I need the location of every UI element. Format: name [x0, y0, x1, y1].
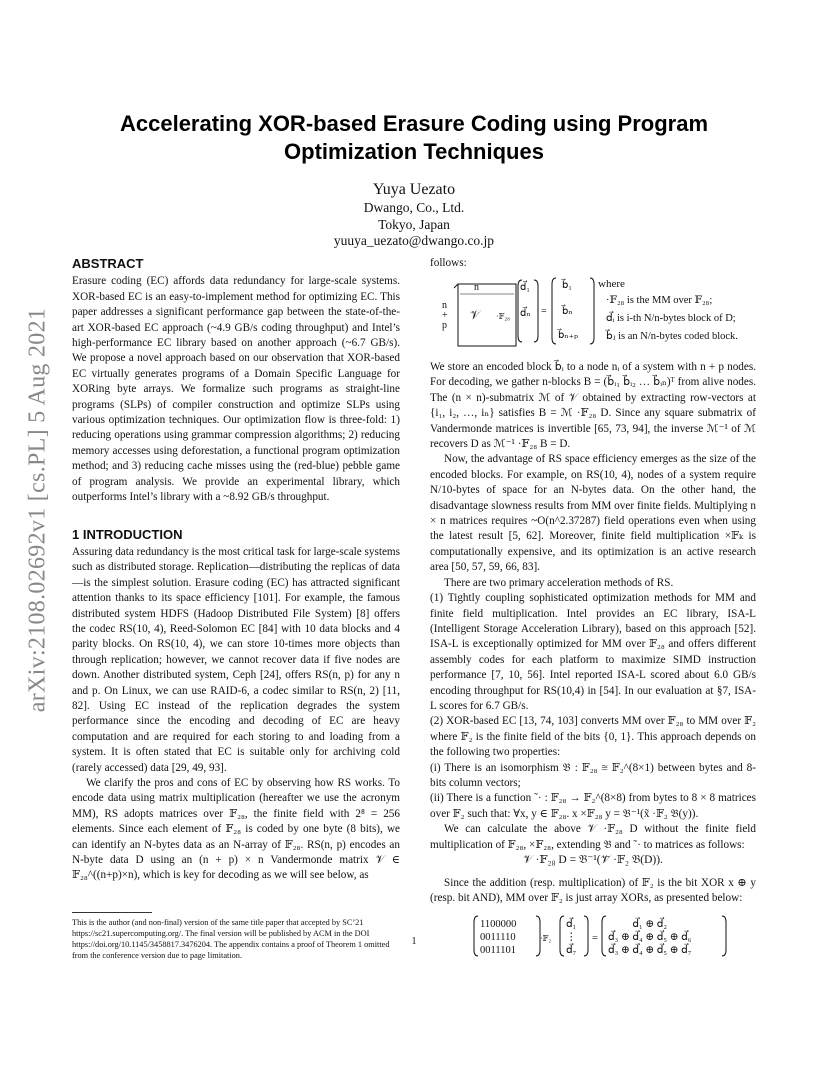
author-block	[72, 180, 756, 250]
right-paragraph-8: We can calculate the above 𝒱 ·𝔽₂₈ D without the finite field multiplication of 𝔽₂₈, ×𝔽₂₈, extending 𝔅 and ˜· to matrices as follows:	[430, 823, 756, 851]
footnote-rule	[72, 912, 152, 913]
data-vector	[566, 918, 577, 957]
equation-1: 𝒱 ·𝔽₂₈ D = 𝔅⁻¹(𝒱̃ ·𝔽₂ 𝔅(D)).	[523, 854, 663, 866]
page-number: 1	[411, 936, 417, 947]
bit-matrix-row: 0011110	[480, 932, 516, 943]
bit-matrix	[480, 918, 516, 957]
abstract-text: Erasure coding (EC) affords data redundancy for large-scale systems. XOR-based EC is an easy-to-implement method for optimizing EC. This paper addresses a significant performance gap between the state-of-the-art XOR-based EC approach (~4.9 GB/s coding throughput) and Intel’s high-performance EC library based on another approach (~6.7 GB/s). We propose a novel approach based on our observation that XOR-based EC virtually generates programs of a Domain Specific Language for XORing byte arrays. We formalize such programs as straight-line programs (SLPs) of compiler construction and optimize SLPs using various optimization techniques. Our optimization flow is three-fold: 1) reducing operations using grammar compression algorithms; 2) reducing memory accesses using deforestation, a functional program optimization method; and 3) reducing cache misses using the (red-blue) pebble game of program analysis. We provide an experimental library, which outperforms Intel’s library with a ~8.92 GB/s throughput.	[72, 275, 400, 504]
right-paragraph-2: Now, the advantage of RS space efficiency emerges as the size of the encoded blocks. For example, on RS(10, 4), nodes of a system require N/10-bytes of space for an N-bytes data. On the other hand, the disadvantage slowness results from MM over finite fields. Multiplying n × n matrices requires ~O(n^2.37287) field operations even when using the latest result [5, 62]. Moreover, finite field multiplication ×𝔽ₖ is computationally expensive, and its optimization is an active research area [50, 57, 59, 66, 83].	[430, 453, 756, 574]
fig-bnp: b⃗ₙ₊ₚ	[558, 330, 578, 341]
data-vector-entry: ⋮	[566, 932, 577, 943]
right-paragraph-9-wrap	[430, 876, 756, 907]
left-column	[72, 256, 400, 884]
fig-dn: d⃗ₙ	[520, 308, 531, 319]
fig-b1: b⃗₁	[562, 280, 572, 291]
intro-paragraph-2: We clarify the pros and cons of EC by observing how RS works. To encode data using matrix multiplication (hereafter we use the acronym MM), RS adopts matrices over 𝔽₂₈, the finite field with 2⁸ = 256 elements. Since each element of 𝔽₂₈ is coded by one byte (8 bits), we can identify an N-bytes data as an N-array of 𝔽₂₈. RS(n, p) encodes an N-byte data D using an (n + p) × n Vandermonde matrix 𝒱 ∈ 𝔽₂₈^((n+p)×n), which is key for decoding as we will see below, as	[72, 777, 400, 882]
vector-b-bracket-right	[590, 278, 594, 344]
matrix-corner-line	[454, 284, 458, 288]
fig-V: 𝒱	[470, 308, 480, 322]
arxiv-id-text: arXiv:2108.02692v1 [cs.PL] 5 Aug 2021	[24, 307, 51, 713]
fig-n-side: n	[442, 300, 447, 311]
fig-p: p	[442, 320, 447, 331]
where-label: where	[598, 278, 625, 290]
author-name: Yuya Uezato	[372, 181, 456, 198]
xor-result-entry: d⃗₁ ⊕ d⃗₂	[632, 919, 668, 930]
right-paragraph-3: There are two primary acceleration methods of RS.	[444, 576, 674, 589]
fig-n-top: n	[474, 282, 479, 293]
author-email: yuuya_uezato@dwango.co.jp	[333, 233, 495, 248]
where-line-1: ·𝔽₂₈ is the MM over 𝔽₂₈;	[606, 295, 713, 306]
data-vector-entry: d⃗₇	[566, 945, 577, 956]
matrix-eq: =	[592, 933, 598, 944]
author-affiliation: Dwango, Co., Ltd.	[363, 200, 465, 215]
right-paragraph-5: (2) XOR-based EC [13, 74, 103] converts MM over 𝔽₂₈ to MM over 𝔽₂ where 𝔽₂ is the finite field of the bits {0, 1}. This approach depends on the following two properties:	[430, 715, 756, 759]
fig-op: ·𝔽₂₈	[496, 312, 510, 321]
fig-eq: =	[541, 306, 547, 317]
bit-matrix-row: 0011101	[480, 945, 516, 956]
intro-heading: 1 INTRODUCTION	[72, 526, 183, 542]
right-paragraph-1: We store an encoded block b⃗ᵢ to a node nᵢ of a system with n + p nodes. For decoding, we gather n-blocks B = (b⃗ᵢ₁ b⃗ᵢ₂ … b⃗ᵢₙ)ᵀ from alive nodes. The (n × n)-submatrix ℳ of 𝒱 obtained by extracting row-vectors at {i₁, i₂, …, iₙ} satisfies B = ℳ ·𝔽₂₈ D. Since any square submatrix of Vandermonde matrices is invertible [65, 73, 94], the inverse ℳ⁻¹ of ℳ recovers D as ℳ⁻¹ ·𝔽₂₈ B = D.	[430, 361, 756, 451]
matrix-op: ·𝔽₂	[540, 934, 552, 943]
vector-b-bracket-left	[552, 278, 556, 344]
right-paragraph-6: (i) There is an isomorphism 𝔅 : 𝔽₂₈ ≅ 𝔽₂^(8×1) between bytes and 8-bits column vectors;	[430, 761, 756, 789]
right-column-body	[430, 360, 756, 853]
fig-plus: +	[442, 310, 448, 321]
where-line-3: b⃗ⱼ is an N/n-bytes coded block.	[606, 331, 738, 342]
xor-result-vector	[608, 918, 691, 957]
vector-d-bracket-right	[534, 280, 538, 342]
paper-title: Accelerating XOR-based Erasure Coding using Program Optimization Techniques	[119, 111, 709, 164]
where-line-2: d⃗ᵢ is i-th N/n-bytes block of D;	[606, 313, 736, 324]
xor-result-entry: d⃗₃ ⊕ d⃗₄ ⊕ d⃗₅ ⊕ d⃗₇	[608, 945, 692, 956]
footnote-text: This is the author (and non-final) version of the same title paper that accepted by SC’21 https://sc21.supercomputing.org/. The final version will be published by ACM in the DOI https://doi.org/10.1145/3458817.3476204. The appendix contains a proof of Theorem 1 omitted from the conference version due to page limitation.	[72, 918, 390, 960]
intro-paragraph-1: Assuring data redundancy is the most critical task for large-scale systems such as distributed storage. Replication—distributing the replicas of data—is the simplest solution. Erasure coding (EC) has attracted significant attention thanks to its space efficiency [101]. For example, the famous distributed system HDFS (Hadoop Distributed File System) [8] offers the codec RS(10, 4), Reed-Solomon EC [84] with 10 data blocks and 4 parity blocks. On RS(10, 4), we can store 10-times more objects than through replication; however, we cannot recover data if five nodes are down. Another distributed system, Ceph [24], offers RS(n, p) for any n and p. On Linux, we can use RAID-6, a codec similar to RS(n, 2) [11, 82]. Using EC instead of the replication degrades the system performance since the encoding and decoding of EC are heavy computation and are required for each storing to and loading from a system. It is often stated that EC is suitable only for archiving cold (rarely accessed) data [29, 49, 93].	[72, 545, 400, 774]
author-location: Tokyo, Japan	[378, 216, 450, 232]
follows-text: follows:	[430, 257, 467, 269]
encoding-figure	[430, 272, 756, 352]
right-paragraph-7: (ii) There is a function ˜· : 𝔽₂₈ → 𝔽₂^(8×8) from bytes to 8 × 8 matrices over 𝔽₂ such that: ∀x, y ∈ 𝔽₂₈. x ×𝔽₂₈ y = 𝔅⁻¹(x̃ ·𝔽₂ 𝔅(y)).	[430, 792, 756, 820]
bit-matrix-row: 1100000	[480, 919, 517, 930]
right-paragraph-4: (1) Tightly coupling sophisticated optimization methods for MM and finite field multiplication. Intel provides an EC library, ISA-L (Intelligent Storage Acceleration Library), based on this approach [52]. ISA-L is exceptionally optimized for MM over 𝔽₂₈ and offers different assembly codes for each platform to maximize SIMD instruction performance [7, 10, 56]. Intel reported ISA-L scored about 6.0 GB/s encoding throughput for RS(10,4) in [54]. In our evaluation at §7, ISA-L scores for 6.7 GB/s.	[430, 592, 756, 712]
right-paragraph-9: Since the addition (resp. multiplication) of 𝔽₂ is the bit XOR x ⊕ y (resp. bit AND), MM over 𝔽₂ is just array XORs, as presented below:	[430, 877, 756, 905]
fig-d1: d⃗₁	[520, 282, 530, 293]
arxiv-side-label	[18, 290, 58, 730]
data-vector-entry: d⃗₁	[566, 919, 577, 930]
fig-bn: b⃗ₙ	[562, 306, 573, 317]
xor-result-entry: d⃗₃ ⊕ d⃗₄ ⊕ d⃗₅ ⊕ d⃗₆	[608, 932, 692, 943]
abstract-heading: ABSTRACT	[72, 256, 144, 271]
